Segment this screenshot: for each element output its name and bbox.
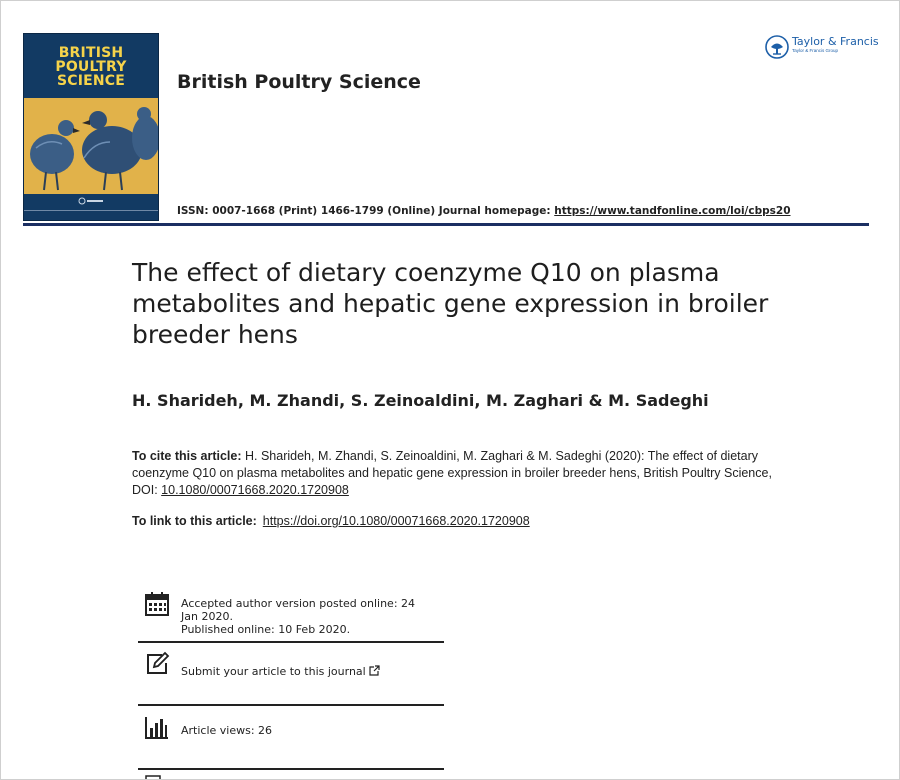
article-title-line-1: The effect of dietary coenzyme Q10 on plasma [132,258,720,287]
article-authors: H. Sharideh, M. Zhandi, S. Zeinoaldini, M. Zaghari & M. Sadeghi [132,391,709,410]
cover-title-line-2: POULTRY [55,59,127,75]
article-link-label: To link to this article: [132,514,257,528]
cover-footer-rule [24,210,158,211]
article-link-block [132,514,772,528]
info-divider [138,641,444,643]
accepted-date-line-2: Jan 2020. [181,610,233,623]
published-date: Published online: 10 Feb 2020. [181,623,351,636]
submit-article-item[interactable] [138,649,444,699]
article-title-line-3: breeder hens [132,320,298,349]
publication-dates [138,589,444,641]
cover-title [24,46,158,88]
bar-chart-icon [144,715,170,741]
journal-cover [23,33,159,221]
article-views-item [138,713,444,753]
publisher-logo [765,35,879,61]
accepted-date-line-1: Accepted author version posted online: 24 [181,597,416,610]
citation-block [132,448,772,499]
article-doi-url-link[interactable]: https://doi.org/10.1080/00071668.2020.1720908 [262,514,530,528]
edit-icon [144,651,170,677]
issn-line [177,205,791,217]
info-divider [138,704,444,706]
citation-text: H. Sharideh, M. Zhandi, S. Zeinoaldini, M. Zaghari & M. Sadeghi (2020): The effect of dietary coenzyme Q10 on plasma metabolites and hepatic gene expression in broiler breeder hens, British Poultry Science, DOI: [132,449,772,497]
doi-link[interactable]: 10.1080/00071668.2020.1720908 [161,483,349,497]
journal-name: British Poultry Science [177,71,421,93]
info-divider [138,768,444,770]
cover-publisher-mark-icon [78,197,104,205]
cover-title-line-1: BRITISH [58,45,124,61]
publisher-group: Taylor & Francis Group [792,48,839,53]
taylor-francis-logo-icon [765,35,789,59]
citation-label: To cite this article: [132,449,242,463]
next-item-icon-partial [144,775,170,780]
bird-illustration-icon [24,98,158,194]
cover-title-line-3: SCIENCE [56,73,126,89]
journal-homepage-link[interactable]: https://www.tandfonline.com/loi/cbps20 [554,205,791,217]
cover-bird-illustration [24,98,158,194]
article-title [132,257,812,350]
publisher-name: Taylor & Francis [792,35,879,48]
article-views: Article views: 26 [181,724,273,737]
header-divider [23,223,869,226]
article-title-line-2: metabolites and hepatic gene expression in broiler [132,289,769,318]
calendar-icon [144,591,170,617]
external-link-icon[interactable] [369,665,380,676]
issn-text: ISSN: 0007-1668 (Print) 1466-1799 (Online) Journal homepage: [177,205,555,217]
submit-article-link[interactable]: Submit your article to this journal [181,665,366,678]
